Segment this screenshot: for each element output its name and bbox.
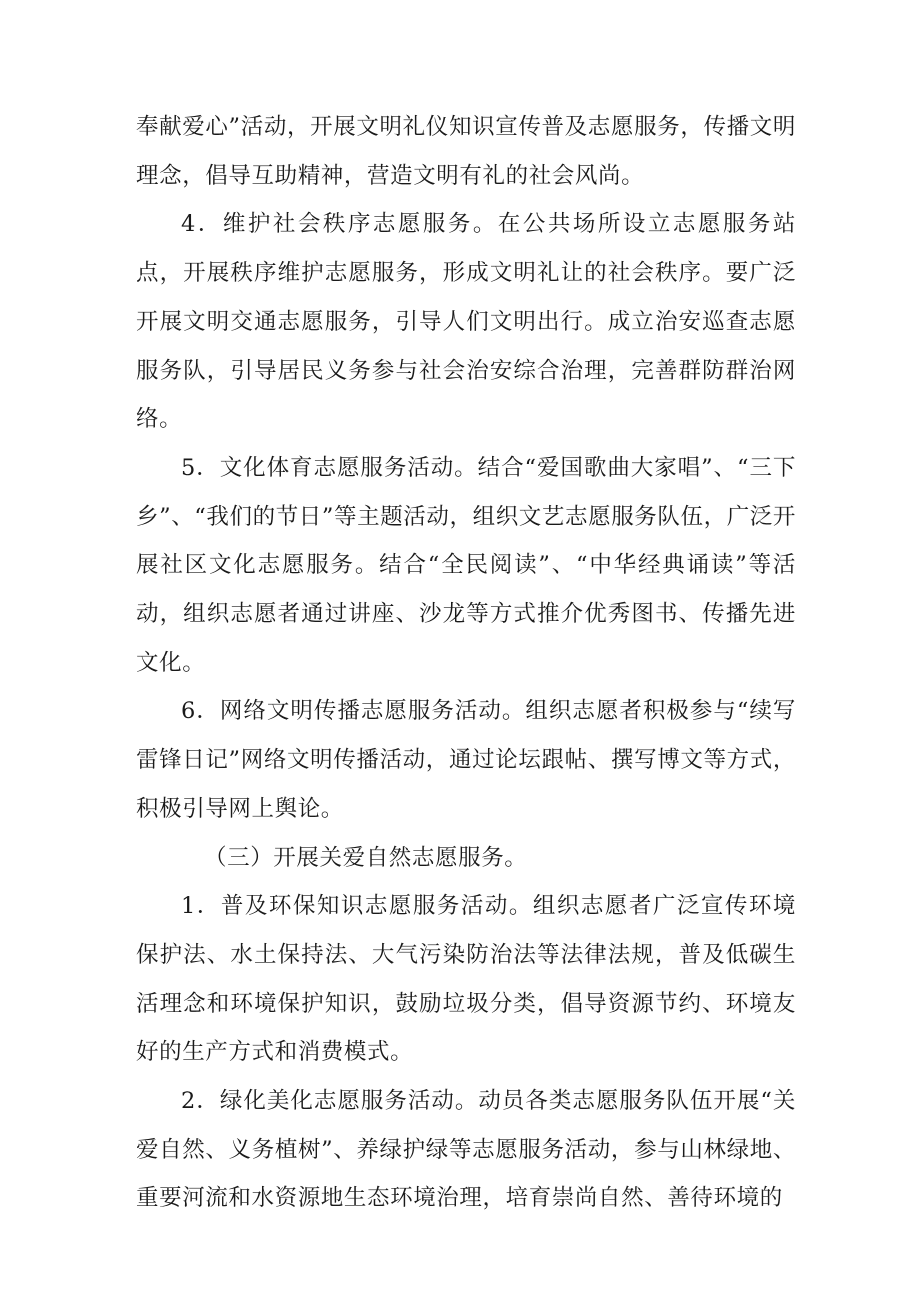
paragraph-item-5: 5．文化体育志愿服务活动。结合“爱国歌曲大家唱”、“三下乡”、“我们的节日”等主题活动，组织文艺志愿服务队伍，广泛开展社区文化志愿服务。结合“全民阅读”、“中华经典诵读”等活动，组织志愿者通过讲座、沙龙等方式推介优秀图书、传播先进文化。 (136, 454, 797, 676)
paragraph-item-1: 1．普及环保知识志愿服务活动。组织志愿者广泛宣传环境保护法、水土保持法、大气污染防治法等法律法规，普及低碳生活理念和环境保护知识，鼓励垃圾分类，倡导资源节约、环境友好的生产方式和消费模式。 (136, 893, 796, 1066)
paragraph-item-2: 2．绿化美化志愿服务活动。动员各类志愿服务队伍开展“关爱自然、义务植树”、养绿护绿等志愿服务活动，参与山林绿地、重要河流和水资源地生态环境治理，培育崇尚自然、善待环境的 (136, 1088, 796, 1212)
paragraph-item-4: 4．维护社会秩序志愿服务。在公共场所设立志愿服务站点，开展秩序维护志愿服务，形成文明礼让的社会秩序。要广泛开展文明交通志愿服务，引导人们文明出行。成立治安巡查志愿服务队，引导居民义务参与社会治安综合治理，完善群防群治网络。 (136, 211, 796, 433)
paragraph-item-6: 6．网络文明传播志愿服务活动。组织志愿者积极参与“续写雷锋日记”网络文明传播活动，通过论坛跟帖、撰写博文等方式，积极引导网上舆论。 (136, 698, 796, 822)
section-heading-3: （三）开展关爱自然志愿服务。 (204, 844, 528, 871)
paragraph-continuation: 奉献爱心”活动，开展文明礼仪知识宣传普及志愿服务，传播文明理念，倡导互助精神，营造文明有礼的社会风尚。 (136, 114, 796, 189)
document-body (136, 103, 796, 1223)
